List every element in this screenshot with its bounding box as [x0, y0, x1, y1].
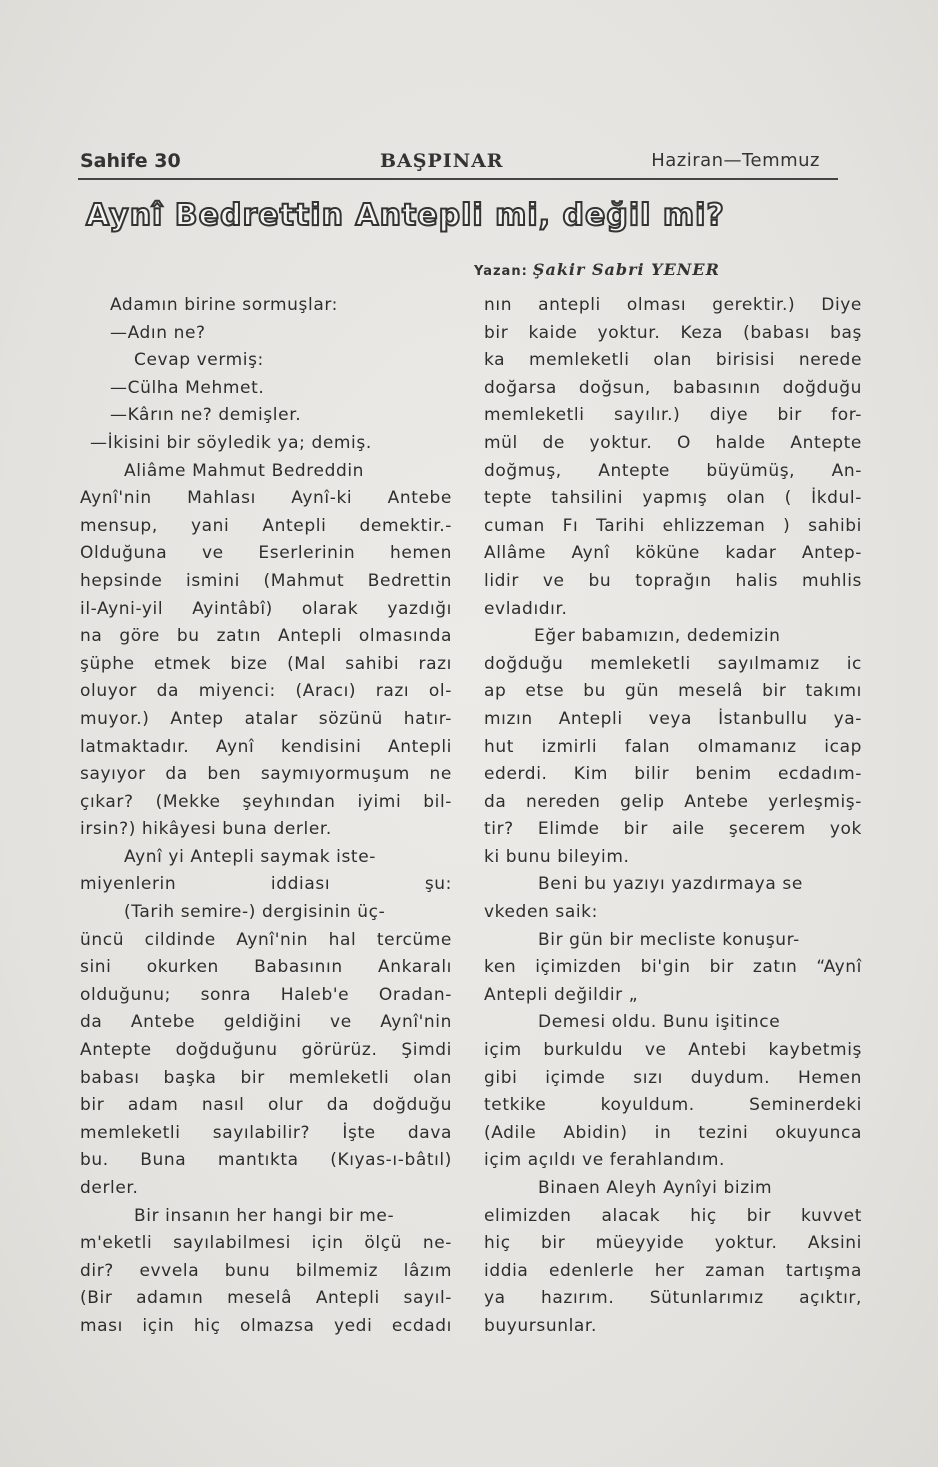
text-line: ken içimizden bi'gin bir zatın “Aynî	[484, 957, 862, 978]
text-line: elimizden alacak hiç bir kuvvet	[484, 1205, 862, 1226]
byline-label: Yazan:	[474, 264, 528, 279]
text-line: (Bir adamın meselâ Antepli sayıl-	[80, 1288, 452, 1309]
text-line: şüphe etmek bize (Mal sahibi razı	[80, 653, 452, 674]
text-line: —Adın ne?	[110, 322, 206, 343]
header-rule	[78, 178, 838, 180]
text-line: ya hazırım. Sütunlarımız açıktır,	[484, 1288, 862, 1309]
text-line: ap etse bu gün meselâ bir takımı	[484, 681, 862, 702]
text-line: Bir gün bir mecliste konuşur-	[538, 929, 800, 950]
text-line: latmaktadır. Aynî kendisini Antepli	[80, 736, 452, 757]
text-line: Aynî'nin Mahlası Aynî-ki Antebe	[80, 488, 452, 509]
text-line: Binaen Aleyh Aynîyi bizim	[538, 1178, 773, 1198]
text-line: buyursunlar.	[484, 1315, 597, 1336]
text-line: sini okurken Babasının Ankaralı	[80, 957, 452, 978]
text-line: Aynî yi Antepli saymak iste-	[124, 846, 376, 867]
text-line: babası başka bir memleketli olan	[80, 1067, 452, 1088]
left-column	[80, 292, 452, 1341]
text-line: ka memleketli olan birisisi nerede	[484, 350, 862, 371]
text-line: Olduğuna ve Eserlerinin hemen	[80, 543, 452, 564]
text-line: evladıdır.	[484, 598, 568, 619]
byline	[474, 260, 720, 279]
text-line: üncü cildinde Aynî'nin hal tercüme	[80, 929, 452, 950]
text-line: olduğunu; sonra Haleb'e Oradan-	[80, 984, 452, 1005]
text-line: Bir insanın her hangi bir me-	[134, 1205, 395, 1226]
text-line: —Cülha Mehmet.	[110, 377, 265, 398]
text-line: hut izmirli falan olmamanız icap	[484, 736, 862, 757]
text-line: cuman Fı Tarihi ehlizzeman ) sahibi	[484, 515, 862, 536]
text-line: ki bunu bileyim.	[484, 846, 630, 867]
text-line: da Antebe geldiğini ve Aynî'nin	[80, 1012, 452, 1033]
text-line: Demesi oldu. Bunu işitince	[538, 1012, 781, 1033]
text-line: Beni bu yazıyı yazdırmaya se	[538, 874, 803, 895]
text-line: hepsinde ismini (Mahmut Bedrettin	[80, 570, 452, 591]
text-line: oluyor da miyenci: (Aracı) razı ol-	[80, 681, 452, 702]
text-line: muyor.) Antep atalar sözünü hatır-	[80, 708, 452, 729]
text-line: dir? evvela bunu bilmemiz lâzım	[80, 1260, 452, 1281]
text-line: lidir ve bu toprağın halis muhlis	[484, 570, 862, 591]
text-line: irsin?) hikâyesi buna derler.	[80, 819, 332, 840]
text-line: Antepte doğduğunu görürüz. Şimdi	[80, 1040, 452, 1061]
text-line: Cevap vermiş:	[134, 350, 264, 371]
journal-name: BAŞPINAR	[380, 150, 504, 172]
text-line: memleketli sayılabilir? İşte dava	[80, 1122, 452, 1143]
text-line: tetkike koyuldum. Seminerdeki	[484, 1095, 862, 1116]
text-line: na göre bu zatın Antepli olmasında	[80, 626, 452, 647]
text-line: iddia edenlerle her zaman tartışma	[484, 1260, 862, 1281]
article-title: Aynî Bedrettin Antepli mi, değil mi?	[86, 198, 725, 233]
author-name: Şakir Sabri YENER	[532, 260, 720, 279]
text-line: —Kârın ne? demişler.	[110, 405, 302, 426]
text-line: sayıyor da ben saymıyormuşum ne	[80, 764, 452, 785]
text-line: Aliâme Mahmut Bedreddin	[124, 460, 365, 481]
text-line: bir adam nasıl olur da doğduğu	[80, 1095, 452, 1116]
text-line: da nereden gelip Antebe yerleşmiş-	[484, 791, 862, 812]
text-line: nın antepli olması gerektir.) Diye	[484, 295, 862, 315]
text-line: mızın Antepli veya İstanbullu ya-	[484, 708, 862, 729]
text-line: il-Ayni-yil Ayintâbî) olarak yazdığı	[80, 598, 452, 619]
text-line: Antepli değildir „	[484, 984, 639, 1005]
text-line: (Tarih semire-) dergisinin üç-	[124, 902, 386, 923]
issue-date: Haziran—Temmuz	[651, 150, 820, 171]
text-line: bir kaide yoktur. Keza (babası baş	[484, 322, 862, 343]
text-line: mensup, yani Antepli demektir.-	[80, 515, 452, 536]
text-line: —İkisini bir söyledik ya; demiş.	[90, 432, 372, 453]
text-line: içim burkuldu ve Antebi kaybetmiş	[484, 1040, 862, 1061]
text-line: doğarsa doğsun, babasının doğduğu	[484, 377, 862, 398]
text-line: miyenlerin iddiası şu:	[80, 874, 452, 895]
text-line: m'eketli sayılabilmesi için ölçü ne-	[80, 1233, 452, 1254]
text-line: vkeden saik:	[484, 902, 598, 923]
text-line: tir? Elimde bir aile şecerem yok	[484, 819, 862, 840]
text-line: bu. Buna mantıkta (Kıyas-ı-bâtıl)	[80, 1150, 452, 1171]
text-line: hiç bir müeyyide yoktur. Aksini	[484, 1233, 862, 1254]
text-line: (Adile Abidin) in tezini okuyunca	[484, 1122, 862, 1143]
page-number: Sahife 30	[80, 150, 181, 172]
text-line: doğduğu memleketli sayılmamız ic	[484, 653, 862, 674]
text-line: Eğer babamızın, dedemizin	[534, 626, 781, 647]
text-line: memleketli sayılır.) diye bir for-	[484, 405, 862, 426]
right-column	[484, 292, 862, 1341]
text-line: doğmuş, Antepte büyümüş, An-	[484, 460, 862, 481]
text-line: ederdi. Kim bilir benim ecdadım-	[484, 764, 862, 785]
text-line: çıkar? (Mekke şeyhından iyimi bil-	[80, 791, 452, 812]
page-header	[78, 150, 838, 180]
text-line: içim açıldı ve ferahlandım.	[484, 1150, 726, 1171]
text-line: Adamın birine sormuşlar:	[110, 295, 338, 315]
text-line: derler.	[80, 1178, 139, 1198]
text-line: Allâme Aynî köküne kadar Antep-	[484, 543, 862, 564]
text-line: ması için hiç olmazsa yedi ecdadı	[80, 1315, 452, 1336]
text-line: gibi içimde sızı duydum. Hemen	[484, 1067, 862, 1088]
text-line: mül de yoktur. O halde Antepte	[484, 432, 862, 453]
text-line: tepte tahsilini yapmış olan ( İkdul-	[484, 488, 862, 509]
